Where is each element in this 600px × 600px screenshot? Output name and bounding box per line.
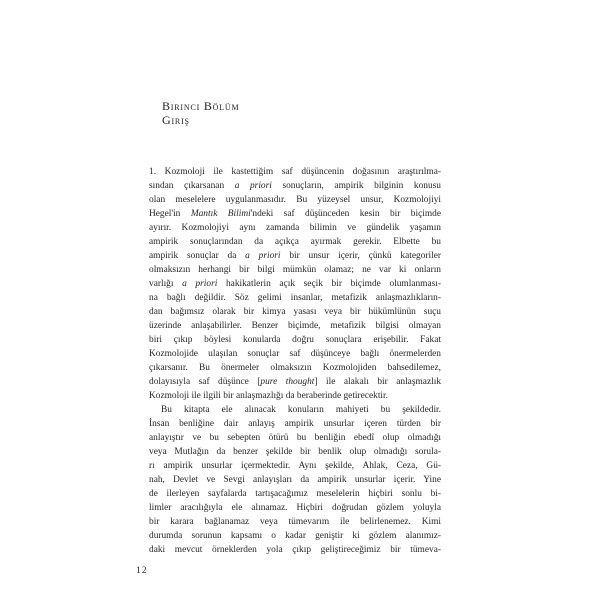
text-line: varlığı a priori hakikatlerin açık seçik bir biçimde olumlanması- xyxy=(149,279,441,289)
italic-term: pure thought xyxy=(260,377,315,387)
text-line: ampirik sonuçlarından da açıkça ayırmak gerekir. Elbette bu xyxy=(149,237,441,247)
text-line: dan bağımsız olarak bir kimya yasası veya bir hükümlünün suçu xyxy=(149,307,441,317)
text-line: daki mevcut örneklerden yola çıkıp geliştireceğimiz bir tümeva- xyxy=(149,545,441,555)
italic-term: a priori xyxy=(234,181,272,191)
text-line: bir karara bağlanamaz veya tümevarım ile belirlenemez. Kimi xyxy=(149,517,441,527)
text-line: durumda sorunun kapsamı o kadar geniştir ki gözlem alanımız- xyxy=(149,531,441,541)
italic-term: Mantık Bilimi xyxy=(190,209,251,219)
text-line: limler aracılığıyla ele alınamaz. Hiçbiri doğrudan gözlem yoluyla xyxy=(149,503,441,513)
text-line: Hegel'in Mantık Bilimi'ndeki saf düşünceden kesin bir biçimde xyxy=(149,209,441,219)
chapter-title: Giriş xyxy=(162,113,190,127)
text-line: na bağlı değildir. Söz gelimi insanlar, metafizik anlaşmazlıkların- xyxy=(149,293,441,303)
text-line: veya Mutlağın da benzer şekilde bir benlik olup olmadığı sorula- xyxy=(149,447,441,457)
text-line: İnsan benliğine dair anlayış ampirik unsurlar içeren türden bir xyxy=(149,419,441,429)
text-line: üzerinde anlaşabilirler. Benzer biçimde, metafizik bilgisi olmayan xyxy=(149,321,441,331)
text-line: nah, Devlet ve Sevgi anlayışları da ampirik unsurlar içerir. Yine xyxy=(149,475,441,485)
text-line: ampirik sonuçlar da a priori bir unsur içerir, çünkü kategoriler xyxy=(149,251,441,261)
page-number: 12 xyxy=(136,566,148,576)
text-line: ayırır. Kozmolojiyi aynı zamanda bilimin ve gündelik yaşamın xyxy=(149,223,441,233)
text-line: çıkarsanır. Bu önermeler olmaksızın Kozmolojiden bahsedilemez, xyxy=(149,363,441,373)
text-line: olmaksızın herhangi bir bilgi mümkün olamaz; ne var ki onların xyxy=(149,265,441,275)
italic-term: a priori xyxy=(182,279,218,289)
text-line: de ilerleyen sayfalarda tartışacağımız meselelerin hiçbiri sonlu bi- xyxy=(149,489,441,499)
text-line: Bu kitapta ele alınacak konuların mahiyeti bu şekildedir. xyxy=(161,405,441,415)
body-text xyxy=(149,165,441,557)
text-line: anlayıştır ve bu sebepten ötürü bu benliğin ebedî olup olmadığı xyxy=(149,433,441,443)
text-line: Kozmolojide ulaşılan sonuçlar saf düşünceye bağlı önermelerden xyxy=(149,349,441,359)
text-line: 1. Kozmoloji ile kastettiğim saf düşüncenin doğasının araştırılma- xyxy=(149,167,441,177)
chapter-heading xyxy=(162,99,239,127)
text-line: rı ampirik unsurlar içermektedir. Aynı şekilde, Ahlak, Ceza, Gü- xyxy=(149,461,441,471)
text-line: sından çıkarsanan a priori sonuçların, ampirik bilginin konusu xyxy=(149,181,441,191)
text-line: olan meselelere uygulanmasıdır. Bu yüzeysel unsur, Kozmolojiyi xyxy=(149,195,441,205)
paragraph-1 xyxy=(149,165,441,403)
text-line: biri çıkıp böylesi konularda doğru sonuçlara erişebilir. Fakat xyxy=(149,335,441,345)
paragraph-2 xyxy=(149,403,441,557)
text-line: Kozmoloji ile ilgili bir anlaşmazlığı da beraberinde getirecektir. xyxy=(149,391,388,401)
chapter-part-label: Birinci Bölüm xyxy=(162,99,240,113)
text-line: dolayısıyla saf düşünce [pure thought] ile alakalı bir anlaşmazlık xyxy=(149,377,442,387)
italic-term: a priori xyxy=(245,251,281,261)
